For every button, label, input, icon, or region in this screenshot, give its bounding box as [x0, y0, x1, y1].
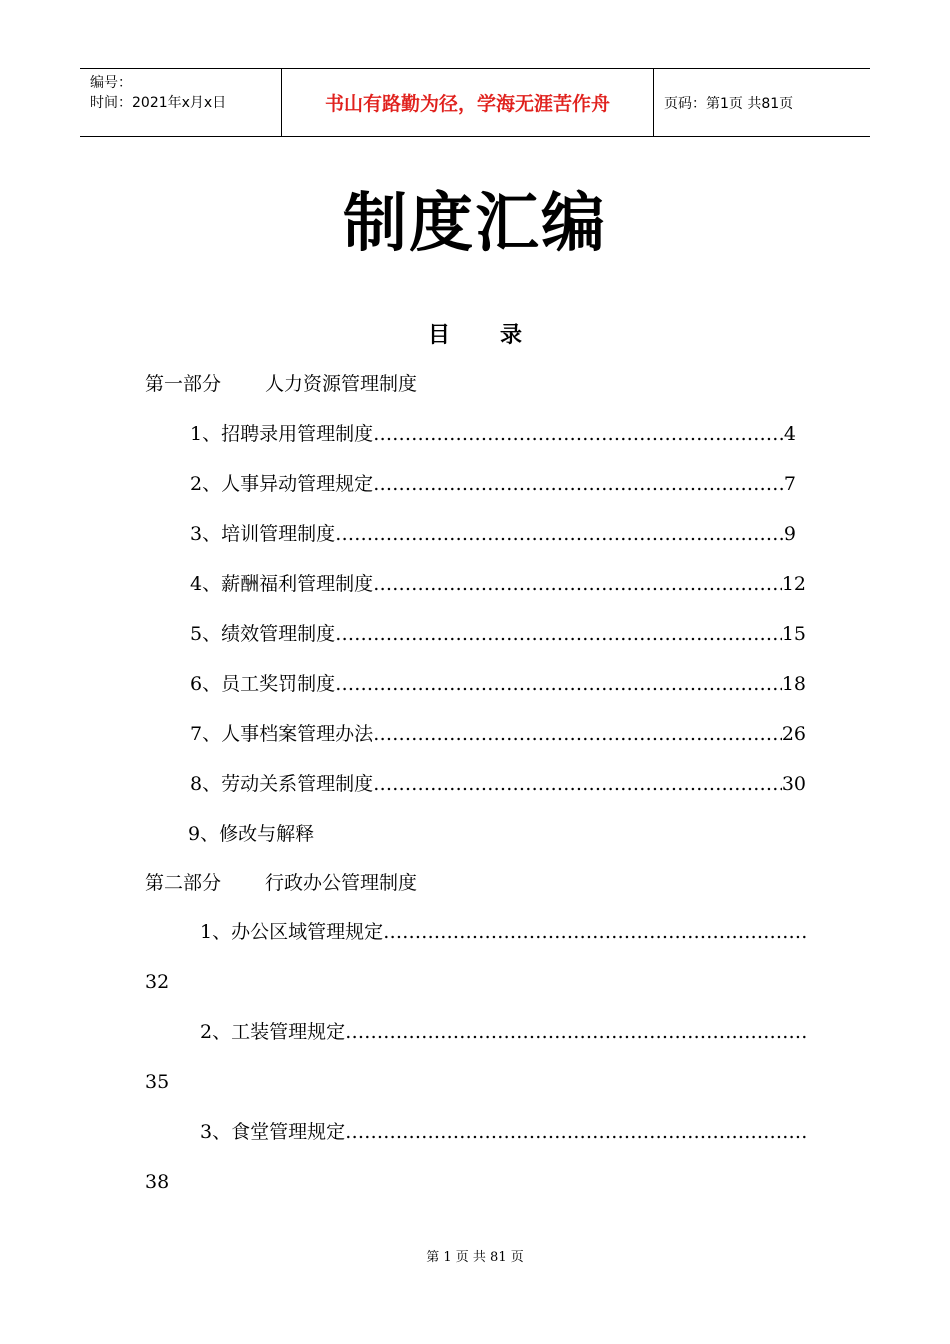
entry-text: 2、人事异动管理规定 [190, 473, 374, 495]
entry-page: 4 [783, 423, 796, 445]
entry-page: 7 [783, 473, 796, 495]
entry-text: 7、人事档案管理办法 [190, 723, 374, 745]
header-page-info: 页码：第1页 共81页 [664, 95, 794, 112]
entry-page: 32 [145, 971, 170, 993]
toc-entry[interactable] [190, 420, 796, 448]
entry-page: 38 [145, 1171, 170, 1193]
entry-text: 4、薪酬福利管理制度 [190, 573, 374, 595]
part-name: 人力资源管理制度 [265, 373, 418, 395]
entry-page: 15 [781, 623, 806, 645]
entry-text: 3、食堂管理规定 [200, 1121, 346, 1143]
dot-leader [335, 670, 782, 698]
toc-entry[interactable] [190, 470, 796, 498]
part-label: 第一部分 [145, 373, 222, 395]
toc-entry[interactable] [200, 1118, 806, 1146]
toc-part-1[interactable] [145, 370, 417, 398]
toc-entry[interactable] [190, 620, 806, 648]
entry-text: 3、培训管理制度 [190, 523, 336, 545]
toc-title: 目录 [427, 323, 572, 348]
dot-leader [373, 470, 784, 498]
toc-entry[interactable] [200, 918, 806, 946]
entry-text: 1、办公区域管理规定 [200, 921, 384, 943]
entry-text: 6、员工奖罚制度 [190, 673, 336, 695]
toc-part-2[interactable] [145, 869, 417, 897]
entry-text: 9、修改与解释 [188, 823, 315, 845]
toc-entry[interactable] [190, 670, 806, 698]
entry-page: 26 [781, 723, 806, 745]
dot-leader [335, 620, 782, 648]
entry-text: 8、劳动关系管理制度 [190, 773, 374, 795]
entry-page: 9 [783, 523, 796, 545]
dot-leader [373, 420, 784, 448]
dot-leader [373, 570, 782, 598]
dot-leader [373, 720, 782, 748]
entry-text: 2、工装管理规定 [200, 1021, 346, 1043]
dot-leader [373, 770, 782, 798]
entry-text: 5、绩效管理制度 [190, 623, 336, 645]
dot-leader [335, 520, 784, 548]
document-title: 制度汇编 [343, 187, 607, 261]
toc-entry[interactable] [190, 570, 806, 598]
toc-entry[interactable] [190, 720, 806, 748]
number-label: 编号： [90, 75, 132, 91]
dot-leader [345, 1018, 806, 1046]
header-meta [80, 69, 282, 136]
entry-page: 12 [781, 573, 806, 595]
dot-leader [345, 1118, 806, 1146]
header-motto: 书山有路勤为径，学海无涯苦作舟 [282, 69, 654, 136]
time-label: 时间：2021年x月x日 [90, 95, 227, 111]
entry-page: 35 [145, 1071, 170, 1093]
toc-entry[interactable] [188, 820, 314, 848]
dot-leader [383, 918, 806, 946]
part-name: 行政办公管理制度 [265, 872, 418, 894]
entry-text: 1、招聘录用管理制度 [190, 423, 374, 445]
toc-entry[interactable] [200, 1018, 806, 1046]
page-header [80, 68, 870, 137]
toc-entry[interactable] [190, 770, 806, 798]
entry-page: 30 [781, 773, 806, 795]
page-footer: 第 1 页 共 81 页 [426, 1250, 524, 1265]
entry-page: 18 [781, 673, 806, 695]
toc-entry[interactable] [190, 520, 796, 548]
part-label: 第二部分 [145, 872, 222, 894]
